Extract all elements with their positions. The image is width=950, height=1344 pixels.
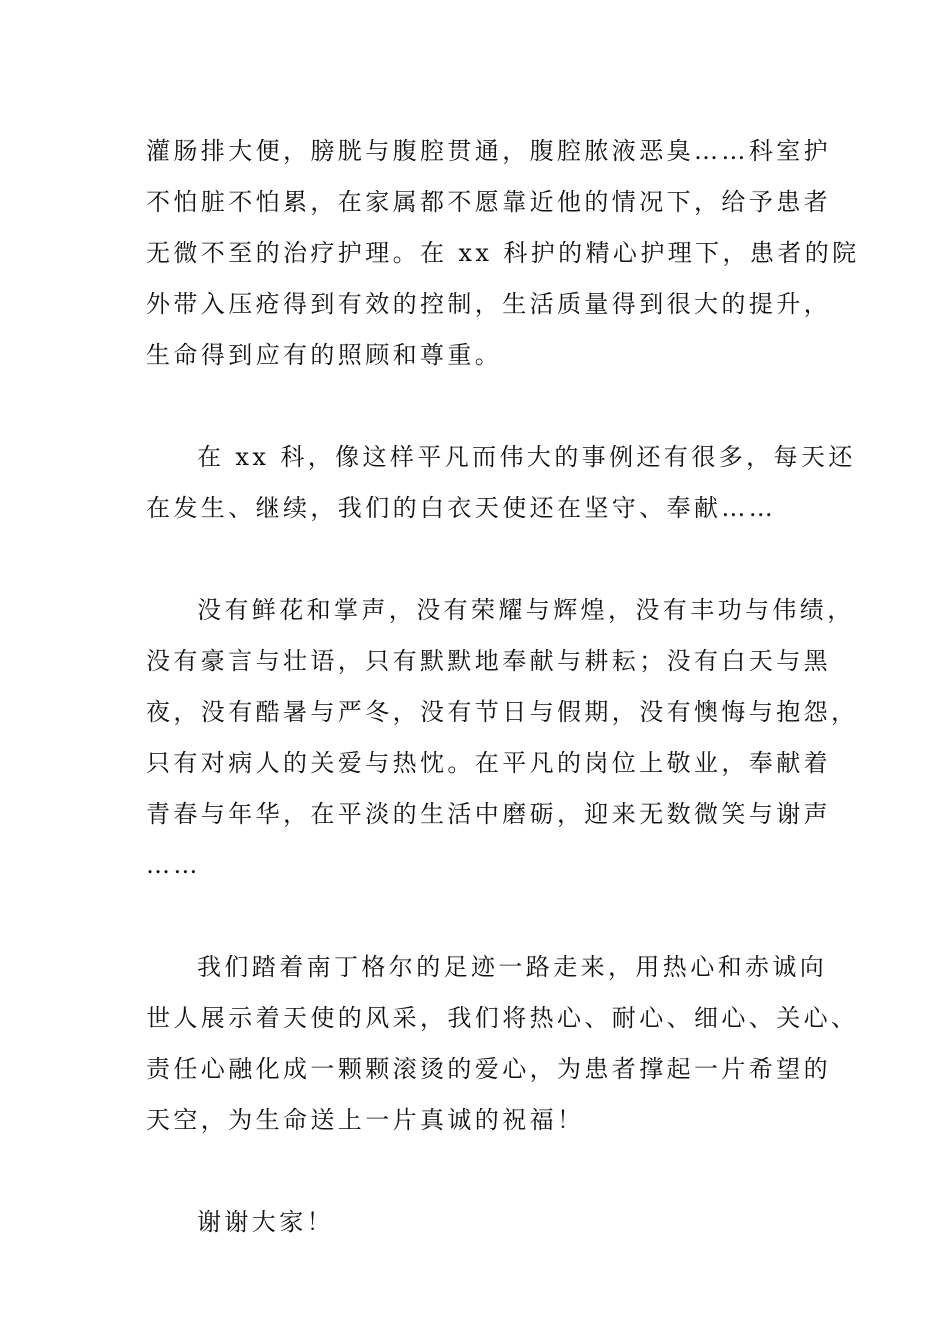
text-line: 天空，为生命送上一片真诚的祝福！: [146, 1106, 585, 1134]
closing-line: 谢谢大家！: [197, 1208, 334, 1236]
paragraph-5: [146, 1197, 806, 1248]
text-line: 我们踏着南丁格尔的足迹一路走来，用热心和赤诚向: [197, 953, 828, 981]
paragraph-3: [146, 585, 859, 891]
paragraph-4: [146, 942, 859, 1146]
text-line: ……: [146, 851, 201, 879]
text-line: 不怕脏不怕累，在家属都不愿靠近他的情况下，给予患者: [146, 188, 831, 216]
text-line: 灌肠排大便，膀胱与腹腔贯通，腹腔脓液恶臭……科室护: [146, 137, 831, 165]
text-line: 外带入压疮得到有效的控制，生活质量得到很大的提升，: [146, 290, 831, 318]
paragraph-gap: [146, 381, 806, 432]
text-line: 无微不至的治疗护理。在 xx 科护的精心护理下，患者的院: [146, 239, 860, 267]
paragraph-gap: [146, 891, 806, 942]
paragraph-gap: [146, 534, 806, 585]
text-line: 青春与年华，在平淡的生活中磨砺，迎来无数微笑与谢声: [146, 800, 831, 828]
text-line: 责任心融化成一颗颗滚烫的爱心，为患者撑起一片希望的: [146, 1055, 831, 1083]
text-line: 没有鲜花和掌声，没有荣耀与辉煌，没有丰功与伟绩，: [197, 596, 855, 624]
text-line: 世人展示着天使的风采，我们将热心、耐心、细心、关心、: [146, 1004, 859, 1032]
text-line: 生命得到应有的照顾和尊重。: [146, 341, 503, 369]
document-page: [146, 126, 860, 1248]
text-line: 在发生、继续，我们的白衣天使还在坚守、奉献……: [146, 494, 777, 522]
paragraph-2: [146, 432, 856, 534]
text-line: 在 xx 科，像这样平凡而伟大的事例还有很多，每天还: [197, 443, 856, 471]
text-line: 没有豪言与壮语，只有默默地奉献与耕耘；没有白天与黑: [146, 647, 831, 675]
text-line: 只有对病人的关爱与热忱。在平凡的岗位上敬业，奉献着: [146, 749, 831, 777]
text-line: 夜，没有酷暑与严冬，没有节日与假期，没有懊悔与抱怨，: [146, 698, 859, 726]
paragraph-gap: [146, 1146, 806, 1197]
paragraph-1: [146, 126, 860, 381]
